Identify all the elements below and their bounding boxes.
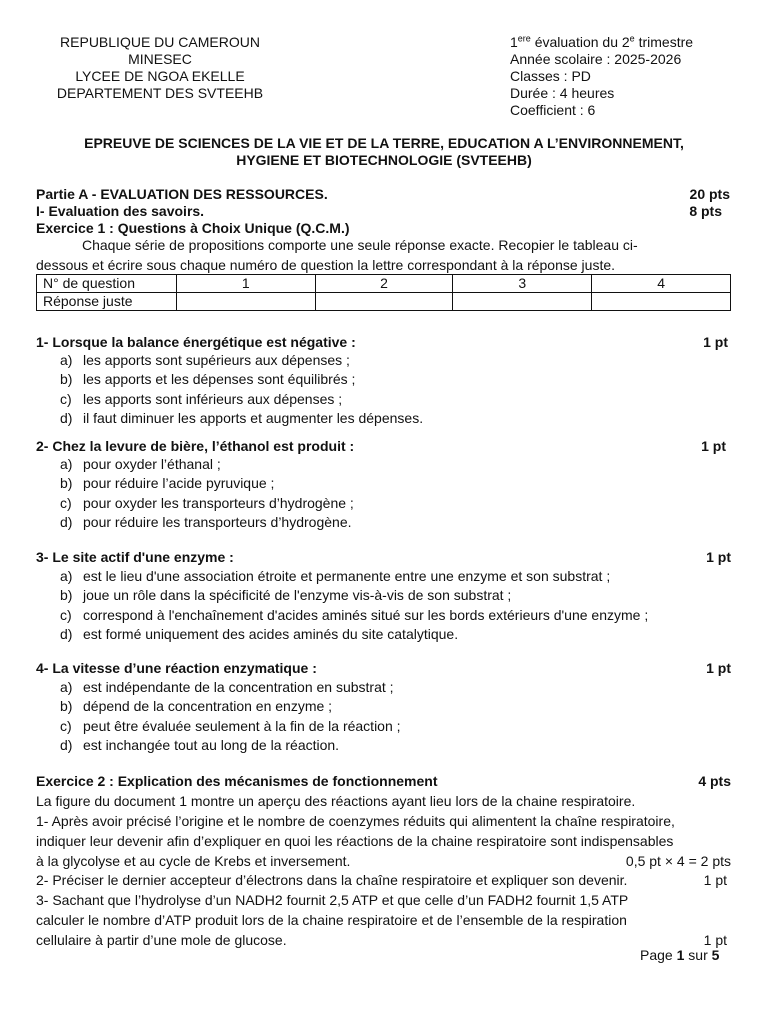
- exercise-2-q3-line3: cellulaire à partir d’une mole de glucose. 1 pt: [36, 932, 727, 948]
- exercise-2-q3-line1: 3- Sachant que l’hydrolyse d’un NADH2 fournit 2,5 ATP et que celle d’un FADH2 fournit 1,5 ATP: [36, 892, 629, 908]
- school-line: LYCEE DE NGOA EKELLE: [75, 68, 245, 84]
- list-item: a) les apports sont supérieurs aux dépenses ;: [60, 352, 350, 368]
- coefficient-line: Coefficient : 6: [510, 102, 596, 118]
- list-item: a) pour oxyder l’éthanal ;: [60, 456, 221, 472]
- department-line: DEPARTEMENT DES SVTEEHB: [56, 85, 264, 101]
- answer-cell: [453, 293, 592, 311]
- question-4-stem: 4- La vitesse d’une réaction enzymatique : 1 pt: [36, 660, 731, 676]
- exam-title: EPREUVE DE SCIENCES DE LA VIE ET DE LA TERRE, EDUCATION A L’ENVIRONNEMENT, HYGIENE ET BIOTECHNOLOGIE (SVTEEHB): [84, 135, 684, 168]
- question-number-cell: 4: [592, 275, 731, 293]
- question-3-stem: 3- Le site actif d'une enzyme : 1 pt: [36, 549, 731, 565]
- list-item: d) est formé uniquement des acides aminés du site catalytique.: [60, 626, 459, 643]
- question-number-cell: 3: [453, 275, 592, 293]
- exercise-2-q3-points: 1 pt: [703, 932, 727, 948]
- answer-row: [37, 293, 731, 311]
- question-number-row: [37, 275, 731, 293]
- ministry-line: MINESEC: [128, 51, 192, 67]
- list-item: c) pour oxyder les transporteurs d’hydrogène ;: [60, 494, 354, 511]
- duration-line: Durée : 4 heures: [510, 85, 615, 101]
- exercise-2-q1-points: 0,5 pt × 4 = 2 pts: [625, 853, 731, 869]
- classes-line: Classes : PD: [510, 68, 591, 84]
- evaluation-line: 1ere évaluation du 2e trimestre: [510, 33, 694, 50]
- answer-cell: [176, 293, 315, 311]
- question-number-label: N° de question: [37, 275, 177, 293]
- list-item: d) il faut diminuer les apports et augmenter les dépenses.: [60, 410, 424, 427]
- question-4-options: [60, 678, 401, 756]
- question-1-options: [60, 351, 423, 429]
- list-item: d) est inchangée tout au long de la réaction.: [60, 737, 340, 754]
- answer-row-label: Réponse juste: [37, 293, 177, 311]
- list-item: c) les apports sont inférieurs aux dépenses ;: [60, 390, 343, 407]
- exercise-2-q1-line1: 1- Après avoir précisé l’origine et le nombre de coenzymes réduits qui alimentent la chaîne respiratoire,: [36, 813, 675, 829]
- exercise-2-heading: Exercice 2 : Explication des mécanismes de fonctionnement 4 pts: [36, 773, 731, 789]
- answer-table: [36, 274, 731, 311]
- country-line: REPUBLIQUE DU CAMEROUN: [60, 34, 260, 50]
- question-1-stem: 1- Lorsque la balance énergétique est négative : 1 pt: [36, 334, 728, 350]
- answer-cell: [315, 293, 453, 311]
- list-item: d) pour réduire les transporteurs d’hydrogène.: [60, 514, 352, 531]
- list-item: a) est indépendante de la concentration en substrat ;: [60, 679, 394, 695]
- part-a-points: 20 pts: [689, 186, 730, 202]
- list-item: c) peut être évaluée seulement à la fin de la réaction ;: [60, 717, 401, 734]
- exercise-2-q2: 2- Préciser le dernier accepteur d’électrons dans la chaîne respiratoire et expliquer son devenir. 1 pt: [36, 872, 727, 888]
- institution-header: [40, 34, 280, 102]
- exercise-2-points: 4 pts: [698, 773, 731, 789]
- list-item: b) joue un rôle dans la spécificité de l'enzyme vis-à-vis de son substrat ;: [60, 587, 512, 604]
- list-item: c) correspond à l'enchaînement d'acides aminés situé sur les bords extérieurs d'une enzyme ;: [60, 606, 649, 623]
- answer-cell: [592, 293, 731, 311]
- question-2-stem: 2- Chez la levure de bière, l’éthanol est produit : 1 pt: [36, 438, 726, 454]
- question-2-options: [60, 455, 354, 533]
- list-item: a) est le lieu d'une association étroite et permanente entre une enzyme et son substrat ;: [60, 568, 611, 584]
- part-a-heading: Partie A - EVALUATION DES RESSOURCES. 20 pts: [36, 186, 730, 202]
- exercise-2-q3-line2: calculer le nombre d’ATP produit lors de la chaine respiratoire et de l’ensemble de la respiration: [36, 912, 627, 928]
- exercise-2-q1-line3: à la glycolyse et au cycle de Krebs et inversement. 0,5 pt × 4 = 2 pts: [36, 853, 731, 869]
- question-3-options: [60, 567, 648, 645]
- exam-info-header: [510, 34, 693, 119]
- section-i-heading: I- Evaluation des savoirs. 8 pts: [36, 203, 722, 219]
- list-item: b) dépend de la concentration en enzyme ;: [60, 698, 333, 715]
- exercise-2-q2-points: 1 pt: [703, 872, 727, 888]
- list-item: b) les apports et les dépenses sont équilibrés ;: [60, 371, 356, 388]
- question-number-cell: 1: [176, 275, 315, 293]
- exercise-2-q1-line2: indiquer leur devenir afin d’expliquer en quoi les réactions de la chaine respiratoire sont indispensables: [36, 833, 674, 849]
- page-number: Page 1 sur 5: [640, 947, 720, 963]
- school-year-line: Année scolaire : 2025-2026: [510, 51, 682, 67]
- exercise-1-instructions: Chaque série de propositions comporte une seule réponse exacte. Recopier le tableau ci- dessous et écrire sous chaque numéro de question la lettre correspondant à la réponse juste.: [36, 237, 638, 273]
- question-number-cell: 2: [315, 275, 453, 293]
- exercise-1-heading: Exercice 1 : Questions à Choix Unique (Q.C.M.): [36, 220, 350, 236]
- section-i-points: 8 pts: [689, 203, 722, 219]
- list-item: b) pour réduire l’acide pyruvique ;: [60, 475, 275, 492]
- exercise-2-intro: La figure du document 1 montre un aperçu des réactions ayant lieu lors de la chaine respiratoire.: [36, 793, 636, 809]
